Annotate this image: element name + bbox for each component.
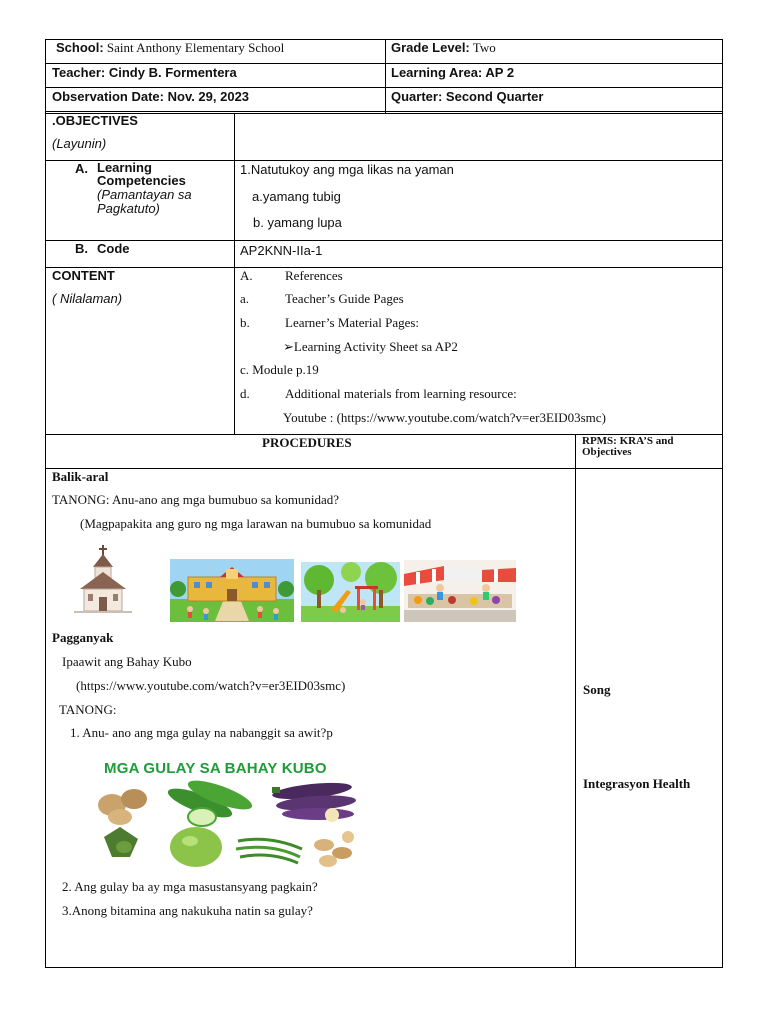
teacher-label: Teacher:: [52, 65, 106, 80]
competency-letter: A.: [75, 161, 88, 176]
module-item: c. Module p.19: [240, 362, 319, 377]
question-3: 3.Anong bitamina ang nakukuha natin sa gulay?: [62, 903, 313, 918]
competency-title: [97, 161, 186, 187]
school-field: [56, 40, 284, 56]
date-field: [52, 89, 249, 105]
content-marker: A.: [240, 268, 253, 283]
content-item: Learner’s Material Pages:: [285, 315, 420, 330]
rpms-heading: [582, 436, 673, 458]
area-label: Learning Area:: [391, 65, 483, 80]
youtube-link[interactable]: Youtube : (https://www.youtube.com/watch?v=er3EID03smc): [283, 410, 606, 425]
balik-aral-note: (Magpapakita ang guro ng mga larawan na bumubuo sa komunidad: [80, 516, 432, 531]
teacher-value: Cindy B. Formentera: [108, 65, 237, 80]
content-item: Teacher’s Guide Pages: [285, 291, 404, 306]
content-sub: ( Nilalaman): [52, 291, 123, 306]
school-image: [170, 559, 294, 622]
competency-sub-line2: Pagkatuto): [97, 201, 160, 216]
balik-aral-heading: Balik-aral: [52, 469, 109, 484]
balik-aral-question: TANONG: Anu-ano ang mga bumubuo sa komunidad?: [52, 492, 340, 507]
song-link[interactable]: (https://www.youtube.com/watch?v=er3EID03smc): [76, 678, 346, 693]
code-value: AP2KNN-IIa-1: [240, 243, 323, 258]
content-marker: b.: [240, 315, 250, 330]
question-1: 1. Anu- ano ang mga gulay na nabanggit sa awit?p: [70, 725, 333, 740]
date-label: Observation Date:: [52, 89, 164, 104]
side-song: Song: [583, 682, 611, 697]
playground-image: [301, 562, 400, 622]
school-label: School:: [56, 40, 104, 55]
vegetables-banner: MGA GULAY SA BAHAY KUBO: [104, 760, 327, 777]
teacher-field: [52, 65, 237, 81]
competency-title-line1: Learning: [97, 160, 152, 175]
content-marker: d.: [240, 386, 250, 401]
grade-value: Two: [472, 40, 496, 55]
side-health: Integrasyon Health: [583, 776, 691, 791]
competency-item: a.yamang tubig: [252, 189, 341, 204]
code-letter: B.: [75, 241, 88, 256]
market-image: [404, 560, 516, 622]
procedures-heading: PROCEDURES: [262, 435, 352, 450]
additional-materials: Additional materials from learning resource:: [285, 386, 517, 401]
vegetables-image: [90, 757, 358, 872]
grade-label: Grade Level:: [391, 40, 470, 55]
area-field: [391, 65, 514, 81]
content-marker: a.: [240, 291, 250, 306]
quarter-label: Quarter:: [391, 89, 443, 104]
rpms-line2: Objectives: [582, 446, 632, 458]
competency-title-line2: Competencies: [97, 173, 186, 188]
quarter-value: Second Quarter: [445, 89, 544, 104]
quarter-field: [391, 89, 543, 105]
competency-item: 1.Natutukoy ang mga likas na yaman: [240, 162, 454, 177]
rpms-line1: RPMS: KRA’S and: [582, 435, 674, 447]
competency-item: b. yamang lupa: [253, 215, 342, 230]
competency-sub: [97, 188, 192, 216]
area-value: AP 2: [485, 65, 515, 80]
church-image: [68, 541, 138, 619]
objectives-heading: .OBJECTIVES: [52, 113, 138, 128]
question-2: 2. Ang gulay ba ay mga masustansyang pagkain?: [62, 879, 318, 894]
school-value: Saint Anthony Elementary School: [106, 40, 285, 55]
date-value: Nov. 29, 2023: [167, 89, 250, 104]
song-instruction: Ipaawit ang Bahay Kubo: [62, 654, 192, 669]
grade-field: [391, 40, 496, 56]
pagganyak-heading: Pagganyak: [52, 630, 114, 645]
content-item: References: [285, 268, 343, 283]
tanong-label: TANONG:: [59, 702, 117, 717]
objectives-sub: (Layunin): [52, 136, 107, 151]
content-heading: CONTENT: [52, 268, 115, 283]
competency-sub-line1: (Pamantayan sa: [97, 187, 192, 202]
learning-activity-sheet: ➢Learning Activity Sheet sa AP2: [283, 339, 458, 354]
code-label: Code: [97, 241, 130, 256]
